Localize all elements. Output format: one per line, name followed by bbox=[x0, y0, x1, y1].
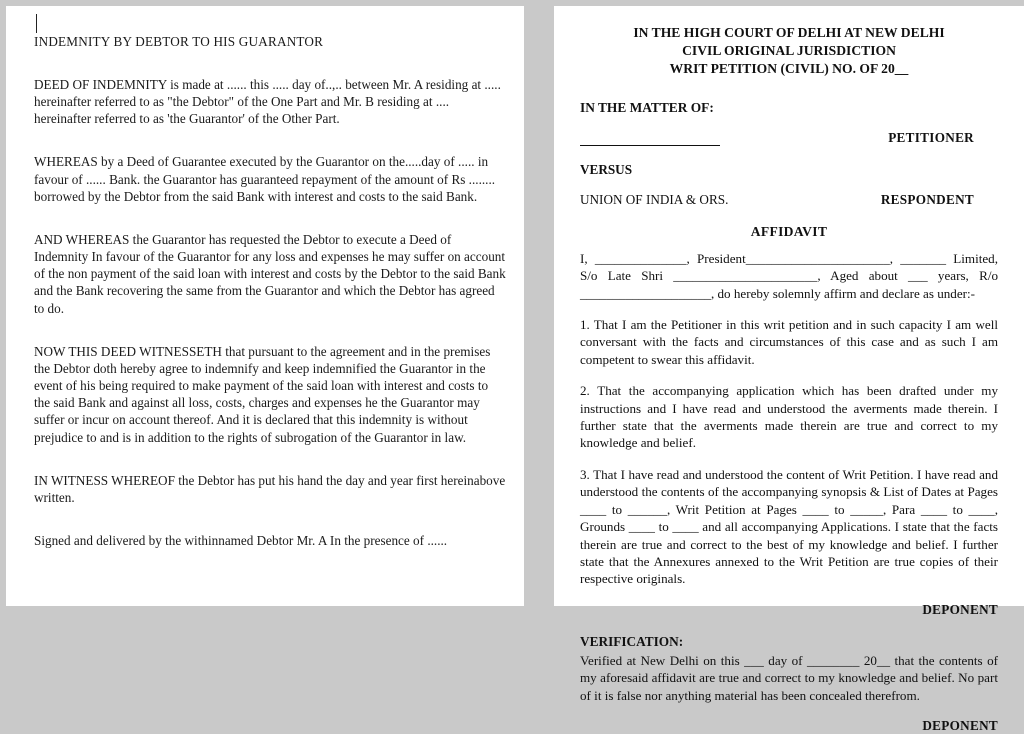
page-gutter bbox=[524, 0, 532, 614]
verification-title: VERIFICATION: bbox=[580, 633, 684, 649]
deponent-signature-label: DEPONENT bbox=[922, 601, 998, 617]
court-heading-line-2: CIVIL ORIGINAL JURISDICTION bbox=[682, 42, 896, 58]
respondent-role-label: RESPONDENT bbox=[880, 191, 974, 207]
affidavit-paragraph-2: 2. That the accompanying application which has been drafted under my instructions and I have read and understood the averments made therein. I further state that the averments made therein are true and correct to my knowledge and belief. bbox=[580, 383, 998, 451]
court-heading-line-3: WRIT PETITION (CIVIL) NO. OF 20__ bbox=[669, 60, 909, 76]
paragraph-now-this-deed: NOW THIS DEED WITNESSETH that pursuant to the agreement and in the premises the Debtor doth hereby agree to indemnify and keep indemnified the Guarantor in the event of his being required to make payment of the said loan with interest and costs to the said Bank and against all loss, costs, charges and expenses he the Guarantor may suffer or incur on account thereof. And it is declared that this indemnity is without prejudice to and is in addition to the rights of subrogation of the Guarantor in law. bbox=[34, 343, 491, 445]
paragraph-and-whereas: AND WHEREAS the Guarantor has requested the Debtor to execute a Deed of Indemnity In favour of the Guarantor for any loss and expenses he may suffer on account of the non payment of the said loan with interest and costs by the Debtor to the said Bank and the Bank recovering the same from the Guarantor and which the Debtor has agreed to do. bbox=[34, 231, 506, 316]
petitioner-role-label: PETITIONER bbox=[888, 129, 974, 145]
paragraph-in-witness-whereof: IN WITNESS WHEREOF the Debtor has put his hand the day and year first hereinabove written. bbox=[34, 472, 506, 505]
court-heading-line-1: IN THE HIGH COURT OF DELHI AT NEW DELHI bbox=[633, 25, 945, 40]
document-page-left bbox=[6, 6, 524, 606]
verification-body: Verified at New Delhi on this ___ day of ________ 20__ that the contents of my aforesaid affidavit are true and correct to my knowledge and belief. No part of it is false nor anything material has been concealed therefrom. bbox=[580, 652, 998, 703]
respondent-name: UNION OF INDIA & ORS. bbox=[580, 191, 729, 207]
respondent-row bbox=[580, 192, 998, 208]
deponent-signature-label-2: DEPONENT bbox=[922, 717, 998, 733]
affidavit-paragraph-3: 3. That I have read and understood the content of Writ Petition. I have read and understood the contents of the accompanying synopsis & List of Dates at Pages ____ to ______, Writ Petition at Pages ____ to _____, Para ____ to ____, Grounds ____ to ____ and all accompanying Applications. I state that the facts therein are true and correct to the best of my knowledge and belief. I further state that the Annexures annexed to the Writ Petition are true copies of their respective originals. bbox=[580, 466, 998, 587]
paragraph-whereas: WHEREAS by a Deed of Guarantee executed by the Guarantor on the.....day of ..... in favour of ...... Bank. the Guarantor has guaranteed repayment of the amount of Rs ........ borrowed by the Debtor from the said Bank with interest and costs to the said Bank. bbox=[34, 154, 496, 204]
page-title: INDEMNITY BY DEBTOR TO HIS GUARANTOR bbox=[34, 34, 324, 49]
court-heading bbox=[580, 24, 998, 78]
deponent-intro: I, ______________, President______________________, _______ Limited, S/o Late Shri ______________________, Aged about ___ years, R/o ____________________, do hereby solemnly affirm and declare as under:- bbox=[580, 250, 998, 301]
affidavit-paragraph-1: 1. That I am the Petitioner in this writ petition and in such capacity I am well conversant with the facts and circumstances of this case and as such I am competent to swear this affidavit. bbox=[580, 317, 998, 367]
paragraph-deed-of-indemnity: DEED OF INDEMNITY is made at ...... this ..... day of..,.. between Mr. A residing at ..... hereinafter referred to as "the Debtor" of the One Part and Mr. B residing at .... hereinafter referred to as 'the Guarantor' of the Other Part. bbox=[34, 77, 501, 127]
paragraph-signed-and-delivered: Signed and delivered by the withinnamed Debtor Mr. A In the presence of ...... bbox=[34, 532, 448, 548]
matter-label: IN THE MATTER OF: bbox=[580, 99, 714, 115]
petitioner-row bbox=[580, 130, 998, 146]
petitioner-name-blank bbox=[580, 133, 720, 146]
versus-label: VERSUS bbox=[580, 161, 633, 177]
document-page-right bbox=[554, 6, 1024, 733]
text-cursor bbox=[36, 14, 37, 33]
affidavit-title: AFFIDAVIT bbox=[750, 223, 828, 239]
